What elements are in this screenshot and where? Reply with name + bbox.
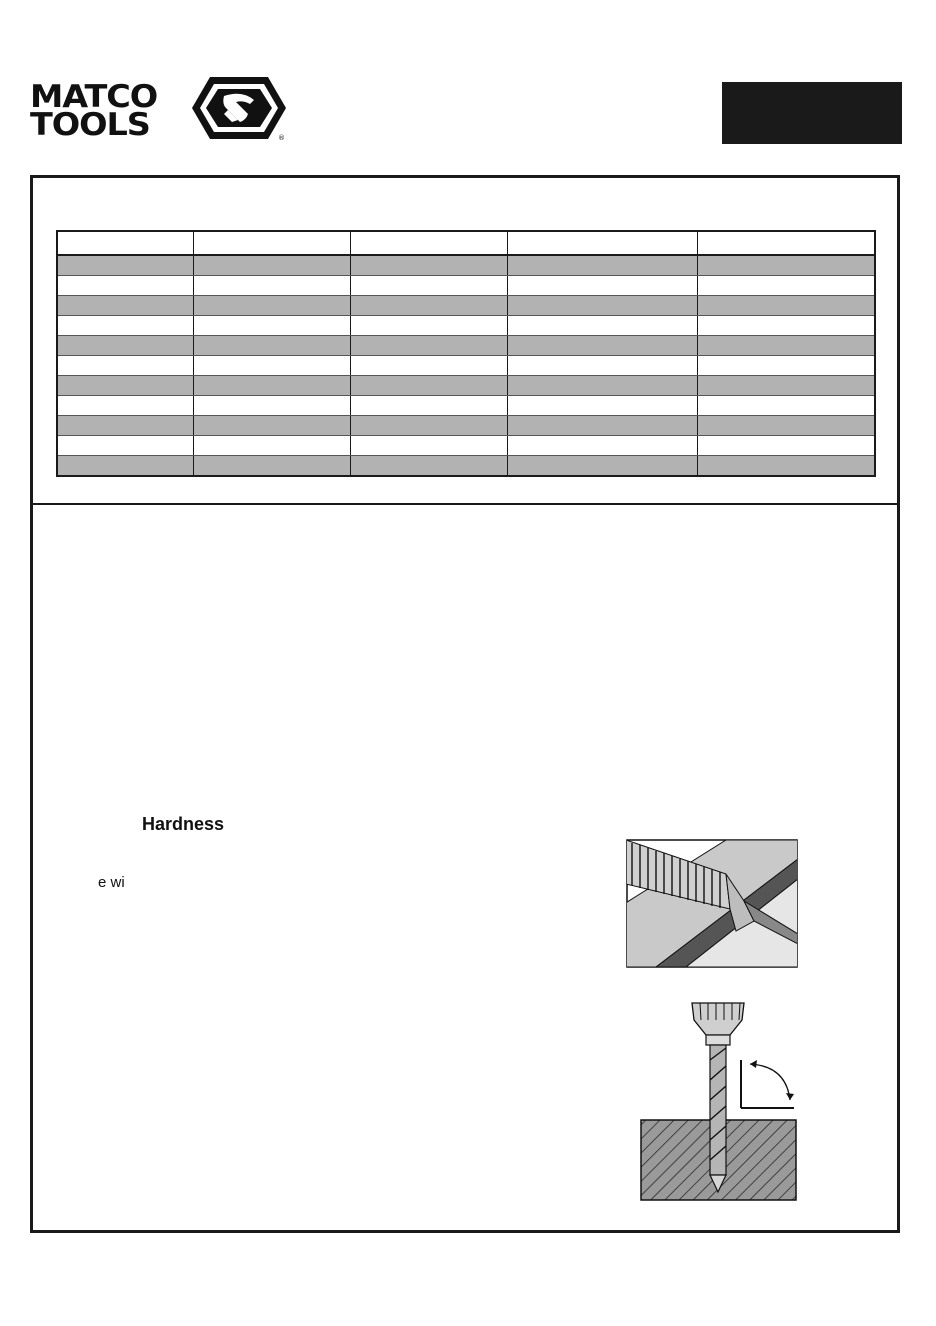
table-header-cell [350, 231, 507, 255]
table-header-cell [697, 231, 875, 255]
table-cell [350, 376, 507, 396]
table-cell [697, 376, 875, 396]
drill-bit-illustration [638, 1000, 800, 1202]
section-heading-hardness: Hardness [142, 814, 225, 834]
table-cell [57, 376, 193, 396]
table-cell [507, 416, 697, 436]
table-header-row [57, 231, 875, 255]
table-row [57, 255, 875, 276]
table-cell [193, 356, 350, 376]
table-cell [507, 356, 697, 376]
table-cell [350, 276, 507, 296]
table-cell [193, 276, 350, 296]
table-cell [507, 296, 697, 316]
table-cell [507, 276, 697, 296]
table-row [57, 356, 875, 376]
table-header-cell [193, 231, 350, 255]
table-row [57, 416, 875, 436]
table-cell [57, 416, 193, 436]
table-cell [697, 336, 875, 356]
table-cell [507, 436, 697, 456]
table-row [57, 436, 875, 456]
table-header-cell [57, 231, 193, 255]
table-cell [193, 296, 350, 316]
table-cell [697, 436, 875, 456]
file-on-edge-illustration [626, 839, 798, 969]
table-cell [507, 396, 697, 416]
spec-table [56, 230, 876, 477]
logo-hexagon-icon [188, 74, 286, 142]
table-cell [57, 255, 193, 276]
matco-tools-logo [30, 74, 285, 144]
table-row [57, 376, 875, 396]
table-cell [57, 396, 193, 416]
table-row [57, 296, 875, 316]
logo-word-tools: TOOLS [30, 107, 150, 143]
table-cell [350, 336, 507, 356]
table-cell [697, 296, 875, 316]
table-cell [350, 416, 507, 436]
section-divider [32, 503, 900, 505]
table-cell [350, 396, 507, 416]
table-cell [697, 316, 875, 336]
table-cell [57, 356, 193, 376]
logo-registered-mark: ® [278, 134, 285, 142]
table-cell [57, 276, 193, 296]
table-cell [350, 316, 507, 336]
table-cell [697, 396, 875, 416]
table-cell [507, 316, 697, 336]
table-cell [193, 336, 350, 356]
table-cell [350, 255, 507, 276]
table-cell [350, 436, 507, 456]
header-black-box [722, 82, 902, 144]
table-cell [507, 376, 697, 396]
table-cell [507, 336, 697, 356]
text-fragment: e wi [98, 874, 125, 891]
table-cell [193, 255, 350, 276]
table-cell [193, 316, 350, 336]
table-cell [193, 436, 350, 456]
table-row [57, 336, 875, 356]
table-cell [697, 356, 875, 376]
table-row [57, 396, 875, 416]
table-row [57, 316, 875, 336]
table-header-cell [507, 231, 697, 255]
table-cell [697, 276, 875, 296]
table-cell [350, 356, 507, 376]
table-cell [507, 456, 697, 477]
table-row [57, 456, 875, 477]
table-cell [350, 456, 507, 477]
table-cell [697, 255, 875, 276]
table-cell [57, 296, 193, 316]
table-cell [350, 296, 507, 316]
table-cell [507, 255, 697, 276]
table-cell [193, 416, 350, 436]
table-row [57, 276, 875, 296]
table-cell [57, 336, 193, 356]
table-cell [57, 456, 193, 477]
logo-word-matco: MATCO [30, 79, 158, 115]
table-cell [57, 436, 193, 456]
table-cell [193, 376, 350, 396]
table-cell [57, 316, 193, 336]
table-cell [697, 416, 875, 436]
table-cell [193, 456, 350, 477]
table-cell [193, 396, 350, 416]
table-cell [697, 456, 875, 477]
